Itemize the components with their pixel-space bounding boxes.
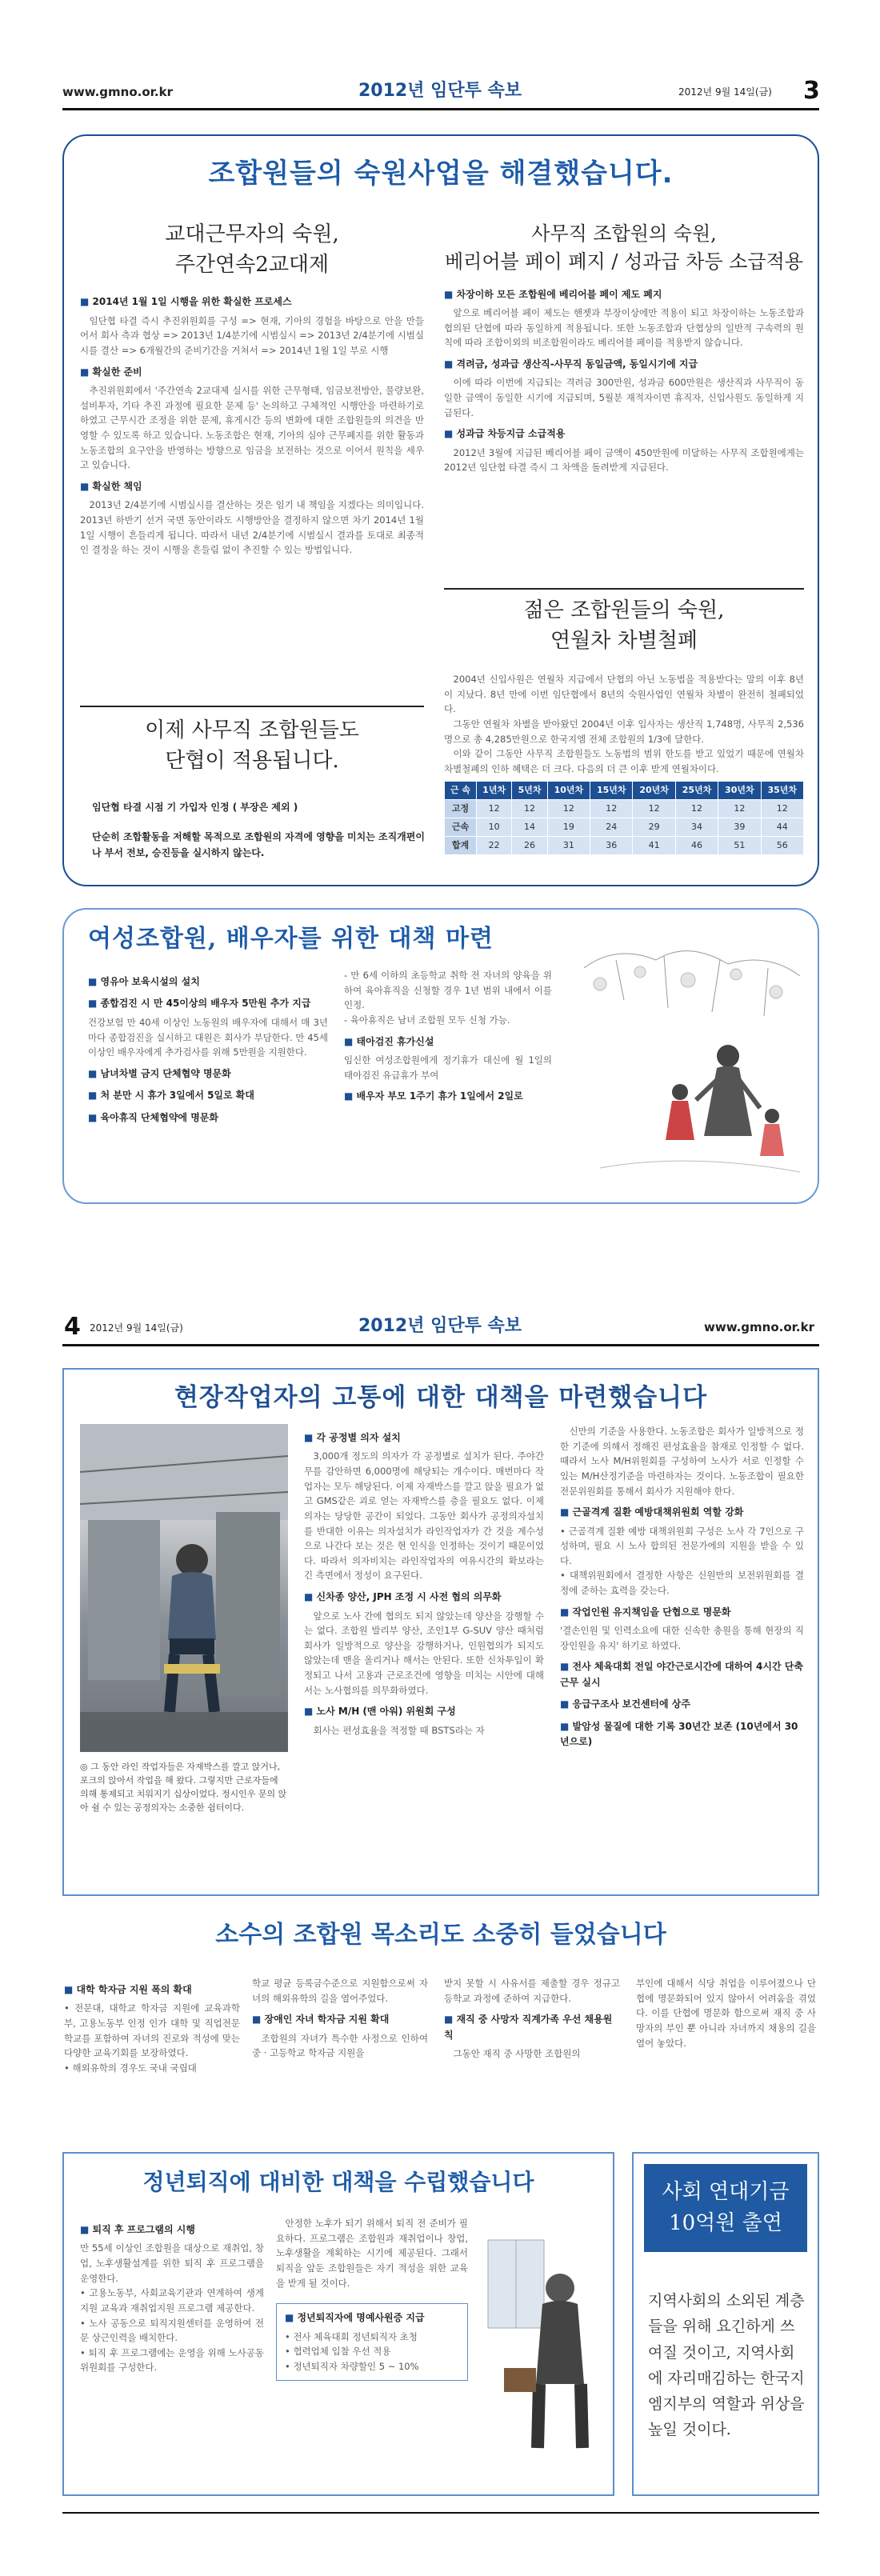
retire-title: 정년퇴직에 대비한 대책을 수립했습니다 xyxy=(142,2169,534,2195)
minority-heading-2: ■ 장애인 자녀 학자금 지원 확대 xyxy=(252,2012,428,2027)
table-cell: 12 xyxy=(547,800,590,818)
retire-box xyxy=(276,2303,468,2381)
left-column xyxy=(80,220,424,558)
header-url[interactable]: www.gmno.or.kr xyxy=(62,85,173,99)
table-cell: 근속 xyxy=(445,818,477,837)
table-cell: 31 xyxy=(547,836,590,854)
minority-title: 소수의 조합원 목소리도 소중히 들었습니다 xyxy=(215,1921,666,1949)
women-title: 여성조합원, 배우자를 위한 대책 마련 xyxy=(88,925,494,953)
women-heading-4: ■ 처 분만 시 휴가 3일에서 5일로 확대 xyxy=(88,1088,328,1103)
table-header-cell: 근 속 xyxy=(445,782,477,800)
women-col2-heading: ■ 태아검진 휴가신설 xyxy=(344,1034,552,1050)
retire-box-item-2: • 협력업체 입찰 우선 적용 xyxy=(285,2346,391,2358)
table-cell: 39 xyxy=(718,818,761,837)
site-col2-heading-3: ■ 전사 체육대회 전일 야간근로시간에 대하여 4시간 단축근무 실시 xyxy=(560,1659,804,1690)
site-col2-heading-2: ■ 작업인원 유지책임을 단협으로 명문화 xyxy=(560,1605,804,1620)
site-heading-1: ■ 각 공정별 의자 설치 xyxy=(304,1430,544,1446)
table-cell: 51 xyxy=(718,836,761,854)
table-cell: 46 xyxy=(675,836,718,854)
retire-text-1: 만 55세 이상인 조합원을 대상으로 재취업, 창업, 노후생활설계를 위한 퇴직 후 프로그램을 운영한다. • 고용노동부, 사회교육기관과 연계하여 생계지원 교육과 재취업지원 프로그램 제공한다. • 노사 공동으로 퇴직지원센터를 운영하여 전문 상근인력을 배치한다. • 퇴직 후 프로그램에는 운영을 위해 노사공동위원회를 구성한다. xyxy=(80,2242,264,2374)
right-subtitle: 사무직 조합원의 숙원, 베리어블 페이 폐지 / 성과급 차등 소급적용 xyxy=(445,222,803,273)
table-cell: 10 xyxy=(476,818,511,837)
site-col2-heading-1: ■ 근골격계 질환 예방대책위원회 역할 강화 xyxy=(560,1505,804,1520)
retire-heading-1: ■ 퇴직 후 프로그램의 시행 xyxy=(80,2222,264,2238)
minority-text-1: • 전문대, 대학교 학자금 지원에 교육과학부, 고용노동부 인정 인가 대학 및 직업전문학교를 포함하여 자녀의 진로와 적성에 맞는 다양한 교육기회를 보장하였다. • 해외유학의 경우도 국내 국립대 xyxy=(64,2002,240,2074)
women-heading-5: ■ 육아휴직 단체협약에 명문화 xyxy=(88,1110,328,1126)
women-col2-text: - 만 6세 이하의 초등학교 취학 전 자녀의 양육을 위하여 육아휴직을 신청할 경우 1년 범위 내에서 이를 인정. - 육아휴직은 남녀 조합원 모두 신청 가능. xyxy=(344,970,552,1026)
women-heading-1: ■ 영유아 보육시설의 설치 xyxy=(88,974,328,990)
minority-text-4: 받지 못할 시 사유서를 제출할 경우 정규고등학교 과정에 준하여 지급한다. xyxy=(444,1978,620,2004)
minority-col-3 xyxy=(444,1976,620,2062)
header-rule-2 xyxy=(62,1344,819,1346)
header-date-2: 2012년 9월 14일(금) xyxy=(90,1322,183,1334)
left-subtitle: 교대근무자의 숙원, 주간연속2교대제 xyxy=(165,222,339,277)
family-illustration xyxy=(568,936,808,1192)
site-heading-3: ■ 노사 M/H (맨 아워) 위원회 구성 xyxy=(304,1704,544,1719)
site-text-3: 회사는 편성효율을 적정할 때 BSTS라는 자 xyxy=(313,1724,485,1736)
right-heading-2: ■ 격려금, 성과급 생산직-사무직 동일금액, 동일시기에 지급 xyxy=(444,357,804,372)
retire-col-1 xyxy=(80,2216,264,2375)
retire-box-item-3: • 정년퇴직자 차량할인 5 ~ 10% xyxy=(285,2360,419,2372)
minority-text-5: 그동안 재직 중 사망한 조합원의 xyxy=(453,2048,581,2060)
minority-text-2: 학교 평균 등록금수준으로 지원함으로써 자녀의 해외유학의 길을 열어주었다. xyxy=(252,1978,428,2004)
women-col2-heading-2: ■ 배우자 부모 1주기 휴가 1일에서 2일로 xyxy=(344,1089,552,1104)
right-text-1: 앞으로 베리어블 페이 제도는 핸젯과 부장이상에만 적용이 되고 차장이하는 노동조합과 협의된 단협에 따라 동일하게 적용됩니다. 또한 노동조합과 단협상의 일반적 구속력의 원칙에 따라 조합이외의 비조합원이라도 베리어블 페이를 적용받지 않습니다. xyxy=(444,307,804,349)
table-cell: 34 xyxy=(675,818,718,837)
retiree-illustration xyxy=(480,2224,600,2464)
table-cell: 12 xyxy=(590,800,633,818)
photo-caption: ◎ 그 동안 라인 작업자들은 자재박스를 깔고 앉거나, 포크의 앉아서 작업을 해 왔다. 그렇지만 근로자들에 의해 통제되고 치워지기 십상이었다. 정시인우 문의 앉아 쉴 수 있는 공정의자는 소중한 쉼터이다. xyxy=(80,1762,287,1814)
leave-table xyxy=(444,781,804,854)
table-cell: 26 xyxy=(512,836,547,854)
left-text-1: 임단협 타결 즉시 추진위원회를 구성 => 현재, 기아의 경험을 바탕으로 안을 만들어서 회사 측과 협상 => 2013년 1/4분기에 시범실시 => 2013년 2/4분기에 시범실시를 결산 => 6개월간의 준비기간을 거쳐서 => 2014년 1월 1일 부로 시행 xyxy=(80,314,424,357)
fund-text: 지역사회의 소외된 계층들을 위해 요긴하게 쓰여질 것이고, 지역사회에 자리매김하는 한국지엠지부의 역할과 위상을 높일 것이다. xyxy=(648,2292,805,2439)
site-col2-heading-5: ■ 발암성 물질에 대한 기록 30년간 보존 (10년에서 30년으로) xyxy=(560,1719,804,1750)
left-sub2-text: 단순히 조합활동을 저해할 목적으로 조합원의 자격에 영향을 미치는 조직개편이나 부서 전보, 승진등을 실시하지 않는다. xyxy=(92,831,425,859)
women-col-2 xyxy=(344,968,552,1108)
right-heading-3: ■ 성과급 차등지급 소급적용 xyxy=(444,426,804,442)
table-row xyxy=(445,818,804,837)
site-text-2: 앞으로 노사 간에 협의도 되지 않았는데 양산을 강행할 수는 없다. 조합원 발리부 양산, 조인1부 G-SUV 양산 때처럼 회사가 일방적으로 양산을 강행하거나, 인원협의가 되지도 않았는데 맨을 올리거나 해서는 안된다. 또한 신차투입이 확정되고 나서 고용과 근로조건에 영향을 미치는 시안에 대해서는 노사협의를 의무화하였다. xyxy=(304,1610,544,1696)
minority-col-1 xyxy=(64,1976,240,2076)
women-col-1 xyxy=(88,968,328,1129)
left-heading-2: ■ 확실한 준비 xyxy=(80,365,424,380)
table-cell: 36 xyxy=(590,836,633,854)
table-cell: 합계 xyxy=(445,836,477,854)
fund-title: 사회 연대기금 10억원 출연 xyxy=(644,2164,807,2252)
women-heading-3: ■ 남녀차별 금지 단체협약 명문화 xyxy=(88,1066,328,1082)
site-title: 현장작업자의 고통에 대한 대책을 마련했습니다 xyxy=(174,1383,708,1412)
table-cell: 12 xyxy=(633,800,675,818)
table-cell: 고정 xyxy=(445,800,477,818)
table-cell: 12 xyxy=(476,800,511,818)
table-header-cell: 35년차 xyxy=(761,782,803,800)
women-col2-text-2: 임신한 여성조합원에게 정기휴가 대신에 월 1일의 태아검진 유급휴가 부여 xyxy=(344,1054,552,1081)
table-header-cell: 20년차 xyxy=(633,782,675,800)
main-title: 조합원들의 숙원사업을 해결했습니다. xyxy=(208,158,674,190)
right-sub2-text-3: 이와 같이 그동안 사무직 조합원들도 노동법의 범위 한도를 받고 있었기 때문에 연월차 차별철폐의 인하 혜택은 더 크다. 다음의 더 큰 이후 받게 연월차이다. xyxy=(444,748,804,774)
site-col2-heading-4: ■ 응급구조사 보건센터에 상주 xyxy=(560,1697,804,1712)
right-sub2-text-1: 2004년 신입사원은 연월차 지급에서 단협의 아닌 노동법을 적용받다는 말의 이후 8년이 지났다. 8년 만에 이번 임단협에서 8년의 숙원사업인 연월차 차별이 완전히 철폐되었다. xyxy=(444,674,804,715)
table-row xyxy=(445,836,804,854)
table-header-cell: 30년차 xyxy=(718,782,761,800)
women-heading-2: ■ 종합검진 시 만 45이상의 배우자 5만원 추가 지급 xyxy=(88,996,328,1011)
left-heading-3: ■ 확실한 책임 xyxy=(80,479,424,494)
retire-col-2 xyxy=(276,2216,468,2381)
minority-heading-1: ■ 대학 학자금 지원 폭의 확대 xyxy=(64,1982,240,1998)
table-cell: 12 xyxy=(512,800,547,818)
table-header-cell: 25년차 xyxy=(675,782,718,800)
left-divider xyxy=(80,706,424,707)
right-sub2-body xyxy=(444,672,804,855)
site-col2-text-2: '결손인원 및 인력소요에 대한 신속한 충원을 통해 현장의 직장인원을 유지' 하기로 하였다. xyxy=(560,1625,804,1651)
minority-text-6: 부인에 대해서 식당 취업을 이루어졌으나 단협에 명문화되어 있지 않아서 어려움을 겪었다. 이를 단협에 명문화 함으로써 재직 중 사망자의 부인 뿐 아니라 자녀까지 채용의 길을 열어 놓았다. xyxy=(636,1978,816,2049)
minority-text-3: 조합원의 자녀가 특수한 사정으로 인하여 중 · 고등학교 학자금 지원을 xyxy=(252,2032,428,2059)
table-header-cell: 15년차 xyxy=(590,782,633,800)
footer-rule xyxy=(62,2512,819,2514)
table-cell: 24 xyxy=(590,818,633,837)
left-sub2-heading: 임단협 타결 시점 기 가입자 인정 ( 부장은 제외 ) xyxy=(92,802,298,813)
factory-photo xyxy=(80,1424,288,1752)
header-rule xyxy=(62,108,819,110)
table-cell: 12 xyxy=(675,800,718,818)
page-number: 3 xyxy=(803,77,820,105)
table-cell: 19 xyxy=(547,818,590,837)
right-sub2-text-2: 그동안 연월차 차별을 받아왔던 2004년 이후 입사자는 생산직 1,748명, 사무직 2,536명으로 총 4,285만원으로 한국지엠 전체 조합원의 1/3에 달한다. xyxy=(444,718,804,745)
retire-text-2: 안정한 노후가 되기 위해서 퇴직 전 준비가 필요하다. 프로그램은 조합원과 재취업이나 창업, 노후생활을 계획하는 시기에 제공된다. 그래서 퇴직을 앞둔 조합원들은 자기 적성을 위한 교육을 받게 될 것이다. xyxy=(276,2218,468,2289)
table-cell: 56 xyxy=(761,836,803,854)
header-title: 2012년 임단투 속보 xyxy=(358,81,522,101)
site-col-2 xyxy=(560,1424,804,1754)
table-cell: 29 xyxy=(633,818,675,837)
header-url-2[interactable]: www.gmno.or.kr xyxy=(704,1320,814,1334)
table-cell: 12 xyxy=(761,800,803,818)
table-header-cell: 5년차 xyxy=(512,782,547,800)
header-title-2: 2012년 임단투 속보 xyxy=(358,1316,522,1336)
retire-box-title: ■ 정년퇴직자에 명예사원증 지급 xyxy=(285,2310,459,2326)
minority-col-4 xyxy=(636,1976,816,2050)
retire-box-item-1: • 전사 체육대회 정년퇴직자 초청 xyxy=(285,2330,418,2342)
page-number-2: 4 xyxy=(64,1313,81,1341)
table-cell: 12 xyxy=(718,800,761,818)
site-col-1 xyxy=(304,1424,544,1738)
right-column xyxy=(444,220,804,475)
header-date: 2012년 9월 14일(금) xyxy=(678,86,772,98)
left-heading-1: ■ 2014년 1월 1일 시행을 위한 확실한 프로세스 xyxy=(80,294,424,310)
table-cell: 44 xyxy=(761,818,803,837)
right-divider xyxy=(444,588,804,590)
left-text-3: 2013년 2/4분기에 시범실시를 결산하는 것은 임기 내 책임을 지겠다는 의미입니다. 2013년 하반기 선거 국면 동안이라도 시행방안을 결정하지 않으면 차기 2014년 1월 1일 시행이 흔들리게 됩니다. 따라서 내년 2/4분기에 시범실시 결과를 토대로 최종적인 결정을 하는 것이 시행을 흔들림 없이 추진할 수 있는 방법입니다. xyxy=(80,499,424,556)
women-text-2: 건강보험 만 40세 이상인 노동원의 배우자에 대해서 매 3년마다 종합검진을 실시하고 대원은 회사가 부담한다. 만 45세 이상인 배우자에게 추가검사를 위해 5만원을 지원한다. xyxy=(88,1016,328,1058)
table-header-cell: 1년차 xyxy=(476,782,511,800)
right-text-2: 이에 따라 이번에 지급되는 격려금 300만원, 성과금 600만원은 생산직과 사무직이 동일한 금액이 동일한 시기에 지급되며, 5월분 재적자이면 휴직자, 신입사원도 동일하게 지급된다. xyxy=(444,377,804,418)
left-text-2: 추진위원회에서 '주간연속 2교대제 실시를 위한 근무형태, 임금보전방안, 물량보완, 설비투자, 기타 추진 과정에 필요한 문제 등' 논의하고 구체적인 시행안을 마련하기로 하였고 근무시간 조정을 위한 문제, 휴게시간 등의 변화에 대한 조합원들의 의견을 반영할 수 있도록 하고 있습니다. 노동조합은 현재, 기아의 심야 근무폐지를 위한 활동과 노동조합의 요구안을 반영하는 방향으로 임금을 보전하는 것으로 이어서 원칙을 세우고 있습니다. xyxy=(80,385,424,471)
minority-heading-3: ■ 재직 중 사망자 직계가족 우선 채용원칙 xyxy=(444,2012,620,2043)
site-col2-text-1: • 근골격계 질환 예방 대책위원회 구성은 노사 각 7인으로 구성하며, 필요 시 노사 합의된 전문가에의 지원을 받을 수 있다. • 대책위원회에서 결정한 사항은 신원만의 보전위원회를 결정에 준하는 효력을 갖는다. xyxy=(560,1525,804,1597)
site-heading-2: ■ 신차종 양산, JPH 조정 시 사전 협의 의무화 xyxy=(304,1590,544,1605)
table-cell: 14 xyxy=(512,818,547,837)
right-text-3: 2012년 3월에 지급된 베리어블 페이 금액이 450만원에 미달하는 사무직 조합원에게는 2012년 임단협 타결 즉시 그 차액을 돌려받게 지급된다. xyxy=(444,446,804,474)
table-cell: 22 xyxy=(476,836,511,854)
left-subtitle-2: 이제 사무직 조합원들도 단협이 적용됩니다. xyxy=(145,718,359,773)
table-cell: 41 xyxy=(633,836,675,854)
minority-col-2 xyxy=(252,1976,428,2061)
site-col2-text-0: 신만의 기준을 사용한다. 노동조합은 회사가 일방적으로 정한 기준에 의해서 정해진 편성효율을 참재로 인정할 수 없다. 때라서 노사 M/H위원회를 구성하여 노사가 서로 인정할 수 있는 M/H산정기준을 마련하자는 것이다. 노동조합이 필요한 전문위원회를 통해서 회사가 지원해야 한다. xyxy=(560,1426,804,1497)
table-row xyxy=(445,800,804,818)
right-subtitle-2: 젊은 조합원들의 숙원, 연월차 차별철폐 xyxy=(523,598,725,653)
right-heading-1: ■ 차장이하 모든 조합원에 베리어블 페이 제도 폐지 xyxy=(444,287,804,302)
site-text-1: 3,000개 정도의 의자가 각 공정별로 설치가 된다. 주야간무를 감안하면 6,000명에 해당되는 개수이다. 매번마다 작업자는 모두 해당된다. 이제 자재박스를 깔고 앉을 필요가 없고 GMS같은 괴로 얻는 자재박스를 층을 필요도 없다. 이제 의자는 당당한 공간이 되었다. 그동안 회사가 공정의자설치를 반대한 이유는 의자설치가 라인작업자가 간 것을 계수성으로 나간다 보는 것은 현 인식을 인정하는 것이기 때문이었다. 따라서 의자비치는 라인작업자의 여유시간의 확보라는 긴 측면에서 정성이 요구된다. xyxy=(304,1450,544,1582)
table-header-cell: 10년차 xyxy=(547,782,590,800)
